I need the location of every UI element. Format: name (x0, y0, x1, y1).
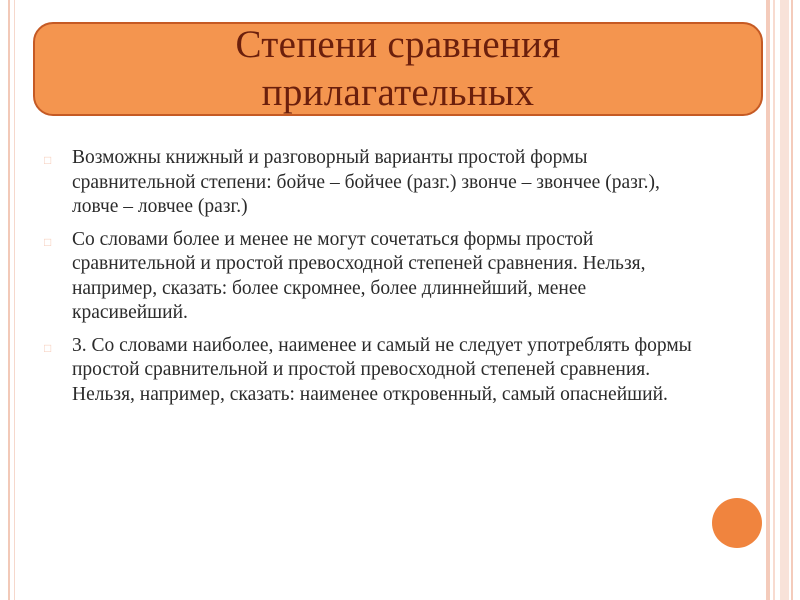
bullet-text: 3. Со словами наиболее, наименее и самый не следует употреблять формы простой сравнительной и простой превосходной степеней сравнения. Нельзя, например, сказать: наименее откровенный, самый опаснейший. (72, 334, 692, 405)
right-decor-stripe-edge (791, 0, 793, 600)
title-box (33, 22, 763, 116)
hollow-square-bullet-icon: □ (44, 234, 52, 249)
hollow-square-bullet-icon: □ (44, 340, 52, 355)
hollow-square-bullet-icon: □ (44, 153, 52, 167)
right-decor-stripe (766, 0, 770, 600)
right-decor-stripe-thin (773, 0, 775, 600)
decorative-circle (712, 498, 762, 548)
left-decor-stripe (8, 0, 10, 600)
left-decor-stripe-thin (14, 0, 15, 600)
list-item (44, 228, 704, 326)
right-decor-stripe-wide (780, 0, 789, 600)
slide-title: Степени сравнения прилагательных (235, 23, 561, 114)
bullet-list (44, 146, 704, 415)
list-item (44, 146, 704, 220)
bullet-text: Возможны книжный и разговорный варианты простой формы сравнительной степени: бойче – бойчее (разг.) звонче – звончее (разг.), ловче – ловчее (разг.) (72, 147, 660, 217)
bullet-text: Со словами более и менее не могут сочетаться формы простой сравнительной и простой превосходной степеней сравнения. Нельзя, например, сказать: более скромнее, более длиннейший, менее красивейший. (72, 228, 646, 323)
list-item (44, 334, 704, 408)
